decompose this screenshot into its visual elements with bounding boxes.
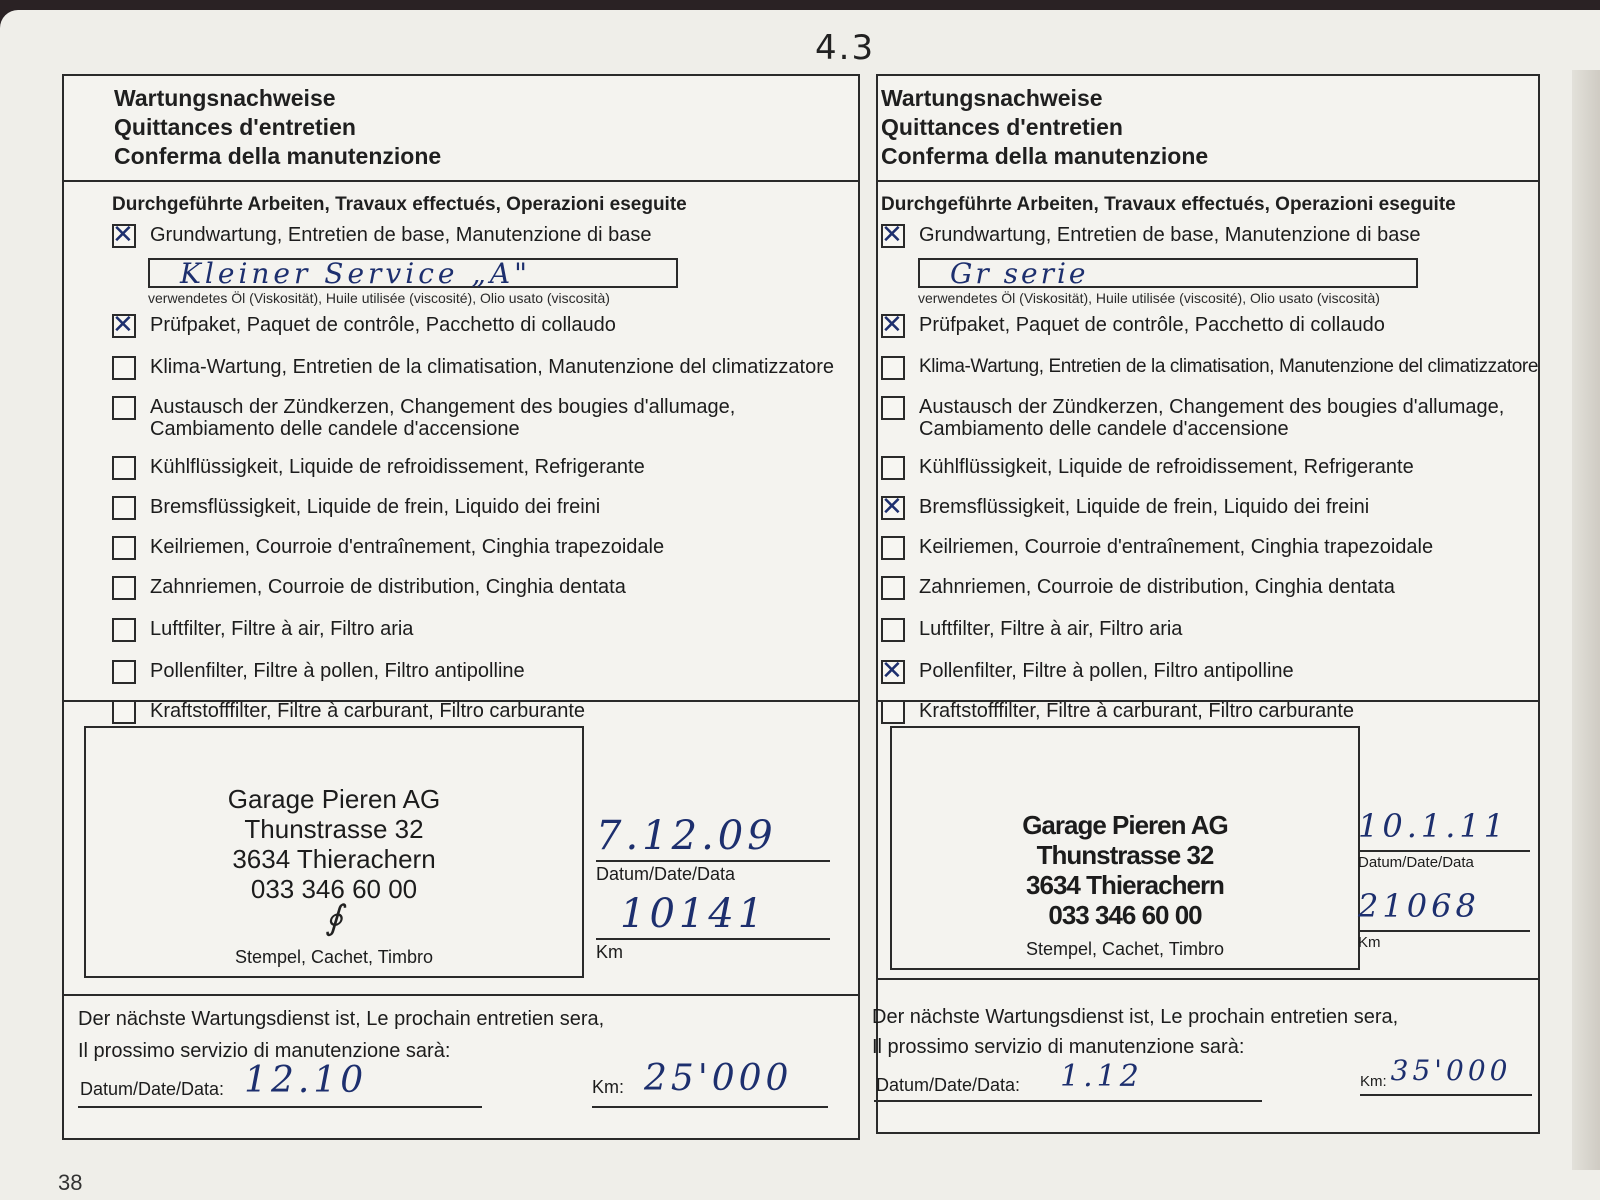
checkbox-timing[interactable]	[881, 576, 905, 600]
item-label: Bremsflüssigkeit, Liquide de frein, Liquido dei freini	[919, 496, 1370, 518]
checkbox-clima[interactable]	[881, 356, 905, 380]
item-air	[881, 618, 1538, 642]
divider	[878, 978, 1538, 980]
checkbox-plugs[interactable]	[881, 396, 905, 420]
item-label: Klima-Wartung, Entretien de la climatisation, Manutenzione del climatizzatore	[919, 356, 1539, 377]
stamp-street: Thunstrasse 32	[244, 814, 424, 844]
item-clima	[112, 356, 858, 380]
item-label: Keilriemen, Courroie d'entraînement, Cinghia trapezoidale	[919, 536, 1434, 558]
item-coolant	[112, 456, 858, 480]
stamp-city: 3634 Thierachern	[1026, 870, 1224, 900]
header-fr: Quittances d'entretien	[881, 114, 1123, 140]
record-header	[64, 76, 858, 182]
page-edge	[1572, 70, 1600, 1170]
works-title: Durchgeführte Arbeiten, Travaux effectués, Operazioni eseguite	[881, 194, 1456, 215]
oil-label: verwendetes Öl (Viskosität), Huile utilisée (viscosité), Olio usato (viscosità)	[918, 290, 1380, 306]
item-fuel	[881, 700, 1538, 724]
maintenance-record-2	[872, 74, 1540, 1134]
checkbox-air[interactable]	[112, 618, 136, 642]
item-timing	[881, 576, 1538, 600]
item-label: Grundwartung, Entretien de base, Manutenzione di base	[150, 224, 652, 246]
header-it: Conferma della manutenzione	[881, 143, 1209, 169]
checkbox-coolant[interactable]	[881, 456, 905, 480]
service-km-field	[596, 892, 830, 963]
checkbox-plugs[interactable]	[112, 396, 136, 420]
checkbox-fuel[interactable]	[112, 700, 136, 724]
checkbox-check[interactable]	[112, 314, 136, 338]
next-km-field	[1360, 1052, 1511, 1090]
stamp-name: Garage Pieren AG	[1022, 810, 1228, 840]
stamp-label: Stempel, Cachet, Timbro	[234, 947, 434, 967]
item-label: Luftfilter, Filtre à air, Filtro aria	[150, 618, 414, 640]
item-label: Kraftstofffilter, Filtre à carburant, Filtro carburante	[919, 700, 1354, 722]
record-header	[878, 76, 1538, 182]
checkbox-pollen[interactable]	[881, 660, 905, 684]
next-service-line-2: Il prossimo servizio di manutenzione sarà:	[872, 1036, 1245, 1058]
date-label: Datum/Date/Data	[1358, 854, 1474, 871]
km-label: Km	[1358, 934, 1381, 951]
page-number: 38	[58, 1170, 83, 1195]
item-label: Prüfpaket, Paquet de contrôle, Pacchetto di collaudo	[919, 314, 1385, 336]
divider	[64, 994, 858, 996]
checkbox-timing[interactable]	[112, 576, 136, 600]
item-plugs	[112, 396, 858, 440]
divider	[64, 700, 858, 702]
checkbox-coolant[interactable]	[112, 456, 136, 480]
checkbox-vbelt[interactable]	[112, 536, 136, 560]
item-pollen	[881, 660, 1538, 684]
item-label	[919, 396, 1504, 440]
item-label: Luftfilter, Filtre à air, Filtro aria	[919, 618, 1183, 640]
stamp-phone: 033 346 60 00	[250, 874, 418, 904]
service-date-field	[1358, 804, 1530, 871]
handwritten-section-number: 4.3	[815, 28, 876, 68]
oil-label: verwendetes Öl (Viskosität), Huile utilisée (viscosité), Olio usato (viscosità)	[148, 290, 610, 306]
item-label: Keilriemen, Courroie d'entraînement, Cinghia trapezoidale	[150, 536, 665, 558]
item-air	[112, 618, 858, 642]
stamp-name: Garage Pieren AG	[227, 784, 441, 814]
item-coolant	[881, 456, 1538, 480]
next-km-value[interactable]: 35'000	[1390, 1054, 1512, 1087]
item-label: Kühlflüssigkeit, Liquide de refroidissement, Refrigerante	[150, 456, 645, 478]
checkbox-check[interactable]	[881, 314, 905, 338]
header-fr: Quittances d'entretien	[114, 114, 356, 140]
item-brake	[112, 496, 858, 520]
next-date-value[interactable]: 1.12	[1060, 1059, 1143, 1094]
next-date-field	[876, 1058, 1143, 1096]
plugs-line-1: Austausch der Zündkerzen, Changement des bougies d'allumage,	[919, 396, 1505, 418]
checkbox-vbelt[interactable]	[881, 536, 905, 560]
item-base	[881, 224, 1538, 248]
stamp-city: 3634 Thierachern	[232, 844, 436, 874]
works-title: Durchgeführte Arbeiten, Travaux effectués, Operazioni eseguite	[112, 194, 687, 215]
signature-icon: ∮	[325, 898, 343, 938]
service-km-value[interactable]: 10141	[620, 891, 768, 937]
checkbox-base[interactable]	[881, 224, 905, 248]
item-check	[112, 314, 858, 338]
stamp-phone: 033 346 60 00	[1048, 900, 1202, 930]
checkbox-base[interactable]	[112, 224, 136, 248]
header-de: Wartungsnachweise	[114, 85, 336, 111]
next-service-line-2: Il prossimo servizio di manutenzione sarà:	[78, 1040, 451, 1062]
plugs-line-2: Cambiamento delle candele d'accensione	[150, 418, 520, 440]
next-service-line-1: Der nächste Wartungsdienst ist, Le prochain entretien sera,	[872, 1006, 1399, 1028]
item-label: Zahnriemen, Courroie de distribution, Cinghia dentata	[150, 576, 626, 598]
service-date-value[interactable]: 10.1.11	[1358, 807, 1509, 845]
item-fuel	[112, 700, 858, 724]
logbook-page	[0, 10, 1600, 1200]
item-label: Kraftstofffilter, Filtre à carburant, Filtro carburante	[150, 700, 585, 722]
item-label: Bremsflüssigkeit, Liquide de frein, Liquido dei freini	[150, 496, 601, 518]
checkbox-pollen[interactable]	[112, 660, 136, 684]
header-it: Conferma della manutenzione	[114, 143, 442, 169]
divider	[878, 700, 1538, 702]
oil-value[interactable]: Gr serie	[918, 258, 1418, 288]
item-label: Pollenfilter, Filtre à pollen, Filtro antipolline	[150, 660, 525, 682]
checkbox-fuel[interactable]	[881, 700, 905, 724]
item-label: Grundwartung, Entretien de base, Manutenzione di base	[919, 224, 1421, 246]
item-vbelt	[112, 536, 858, 560]
item-plugs	[881, 396, 1538, 440]
item-base	[112, 224, 858, 248]
next-date-value[interactable]: 12.10	[244, 1060, 368, 1101]
next-date-field	[80, 1062, 367, 1100]
stamp-label: Stempel, Cachet, Timbro	[1025, 939, 1225, 959]
next-km-label: Km:	[1360, 1073, 1387, 1090]
garage-stamp	[84, 726, 584, 978]
item-label: Zahnriemen, Courroie de distribution, Cinghia dentata	[919, 576, 1395, 598]
item-vbelt	[881, 536, 1538, 560]
item-label	[150, 396, 735, 440]
checkbox-air[interactable]	[881, 618, 905, 642]
service-date-value[interactable]: 7.12.09	[596, 813, 777, 859]
item-label: Prüfpaket, Paquet de contrôle, Pacchetto di collaudo	[150, 314, 616, 336]
next-km-value[interactable]: 25'000	[644, 1058, 793, 1099]
service-km-value[interactable]: 21068	[1358, 887, 1480, 925]
item-brake	[881, 496, 1538, 520]
service-date-field	[596, 814, 830, 885]
next-km-label: Km:	[592, 1077, 625, 1097]
plugs-line-1: Austausch der Zündkerzen, Changement des bougies d'allumage,	[150, 396, 736, 418]
garage-stamp	[890, 726, 1360, 970]
checkbox-clima[interactable]	[112, 356, 136, 380]
stamp-street: Thunstrasse 32	[1036, 840, 1214, 870]
date-label: Datum/Date/Data	[596, 864, 736, 884]
next-date-label: Datum/Date/Data:	[876, 1075, 1021, 1095]
item-label: Klima-Wartung, Entretien de la climatisation, Manutenzione del climatizzatore	[150, 356, 835, 378]
oil-value[interactable]: Kleiner Service „A"	[148, 258, 678, 288]
header-de: Wartungsnachweise	[881, 85, 1103, 111]
checkbox-brake[interactable]	[881, 496, 905, 520]
next-service-line-1: Der nächste Wartungsdienst ist, Le prochain entretien sera,	[78, 1008, 605, 1030]
item-pollen	[112, 660, 858, 684]
item-check	[881, 314, 1538, 338]
next-date-label: Datum/Date/Data:	[80, 1079, 225, 1099]
plugs-line-2: Cambiamento delle candele d'accensione	[919, 418, 1289, 440]
next-km-field	[592, 1060, 792, 1098]
km-label: Km	[596, 942, 623, 962]
item-timing	[112, 576, 858, 600]
service-km-field	[1358, 884, 1530, 951]
item-clima	[881, 356, 1538, 380]
item-label: Pollenfilter, Filtre à pollen, Filtro antipolline	[919, 660, 1294, 682]
maintenance-record-1	[62, 74, 860, 1140]
item-label: Kühlflüssigkeit, Liquide de refroidissement, Refrigerante	[919, 456, 1414, 478]
checkbox-brake[interactable]	[112, 496, 136, 520]
